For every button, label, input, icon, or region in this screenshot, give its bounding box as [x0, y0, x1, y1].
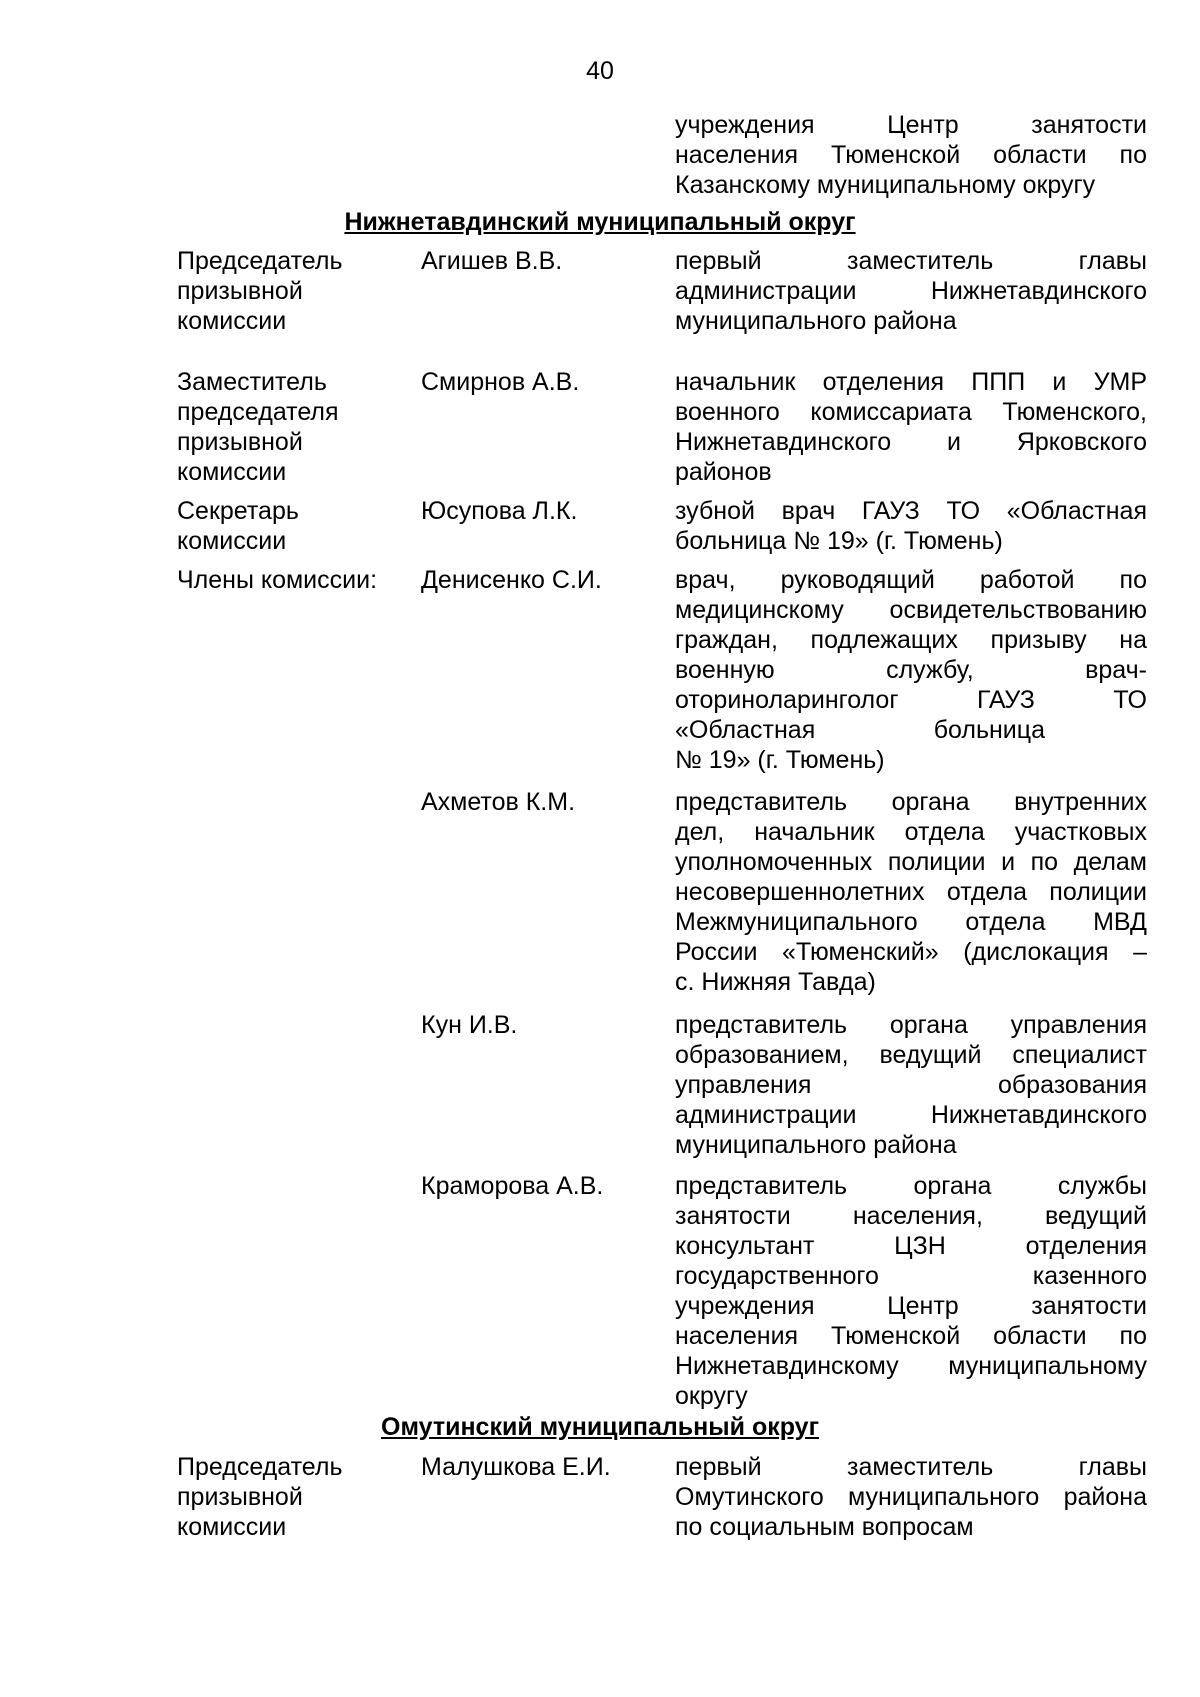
role-line: призывной [177, 277, 303, 305]
post-line: Нижнетавдинскому муниципальному [675, 1352, 1147, 1380]
role-line: комиссии [177, 527, 287, 555]
role-label [177, 496, 407, 556]
role-label [177, 246, 407, 336]
role-line: призывной [177, 1483, 303, 1511]
post-line: учреждения Центр занятости [675, 1292, 1147, 1320]
post-line: районов [675, 458, 772, 486]
role-line: Заместитель [177, 368, 327, 396]
post-line: округу [675, 1382, 748, 1410]
member-name: Юсупова Л.К. [421, 497, 578, 525]
member-post [675, 1171, 1147, 1411]
post-line: населения Тюменской области по [675, 141, 1147, 169]
member-post [675, 565, 1147, 775]
role-label [177, 1452, 407, 1542]
role-line: Члены комиссии: [177, 566, 378, 594]
post-line: управления образования [675, 1071, 1147, 1099]
post-line: уполномоченных полиции и по делам [675, 848, 1147, 876]
role-line: Секретарь [177, 497, 299, 525]
post-line: оториноларинголог ГАУЗ ТО [675, 686, 1147, 714]
post-line: военную службу, врач- [675, 656, 1147, 684]
member-name: Денисенко С.И. [421, 566, 602, 594]
post-line: занятости населения, ведущий [675, 1202, 1147, 1230]
post-line: первый заместитель главы [675, 247, 1147, 275]
member-name: Малушкова Е.И. [421, 1453, 611, 1481]
post-line: № 19» (г. Тюмень) [675, 746, 885, 774]
role-line: Председатель [177, 247, 343, 275]
post-line: учреждения Центр занятости [675, 111, 1147, 139]
post-line: врач, руководящий работой по [675, 566, 1147, 594]
section-heading: Нижнетавдинский муниципальный округ [344, 208, 856, 236]
post-line: по социальным вопросам [675, 1513, 974, 1541]
post-line: несовершеннолетних отдела полиции [675, 878, 1147, 906]
post-line: первый заместитель главы [675, 1453, 1147, 1481]
post-line: администрации Нижнетавдинского [675, 1101, 1147, 1129]
post-line: Казанскому муниципальному округу [675, 171, 1096, 199]
post-line: военного комиссариата Тюменского, [675, 398, 1147, 426]
role-line: Председатель [177, 1453, 343, 1481]
post-line: граждан, подлежащих призыву на [675, 626, 1147, 654]
post-line: консультант ЦЗН отделения [675, 1232, 1147, 1260]
member-name: Кун И.В. [421, 1011, 518, 1039]
post-line: дел, начальник отдела участковых [675, 818, 1147, 846]
post-line: администрации Нижнетавдинского [675, 277, 1147, 305]
section-heading: Омутинский муниципальный округ [381, 1413, 819, 1441]
post-line: государственного казенного [675, 1262, 1147, 1290]
member-post [675, 246, 1147, 336]
member-post [675, 496, 1147, 556]
post-line: с. Нижняя Тавда) [675, 968, 876, 996]
member-name: Смирнов А.В. [421, 368, 580, 396]
member-post [675, 367, 1147, 487]
page-number: 40 [586, 57, 614, 85]
member-post [675, 1452, 1147, 1542]
role-line: призывной [177, 428, 303, 456]
post-line: начальник отделения ППП и УМР [675, 368, 1147, 396]
post-line: образованием, ведущий специалист [675, 1041, 1147, 1069]
post-line: представитель органа службы [675, 1172, 1147, 1200]
post-line: представитель органа управления [675, 1011, 1147, 1039]
role-line: комиссии [177, 307, 287, 335]
post-line: больница № 19» (г. Тюмень) [675, 527, 1003, 555]
member-post [675, 787, 1147, 997]
post-line: Межмуниципального отдела МВД [675, 908, 1147, 936]
role-label [177, 565, 407, 595]
post-line: муниципального района [675, 1131, 957, 1159]
role-line: комиссии [177, 1513, 287, 1541]
post-line: Омутинского муниципального района [675, 1483, 1147, 1511]
post-line: представитель органа внутренних [675, 788, 1147, 816]
post-line: зубной врач ГАУЗ ТО «Областная [675, 497, 1147, 525]
role-line: комиссии [177, 458, 287, 486]
post-line: населения Тюменской области по [675, 1322, 1147, 1350]
role-label [177, 367, 407, 487]
member-name: Краморова А.В. [421, 1172, 604, 1200]
member-name: Ахметов К.М. [421, 788, 576, 816]
post-line: муниципального района [675, 307, 957, 335]
post-line: «Областная больница [675, 716, 1045, 744]
intro-continuation [675, 110, 1147, 200]
post-line: России «Тюменский» (дислокация – [675, 938, 1147, 966]
member-name: Агишев В.В. [421, 247, 563, 275]
post-line: Нижнетавдинского и Ярковского [675, 428, 1147, 456]
role-line: председателя [177, 398, 339, 426]
post-line: медицинскому освидетельствованию [675, 596, 1147, 624]
member-post [675, 1010, 1147, 1160]
